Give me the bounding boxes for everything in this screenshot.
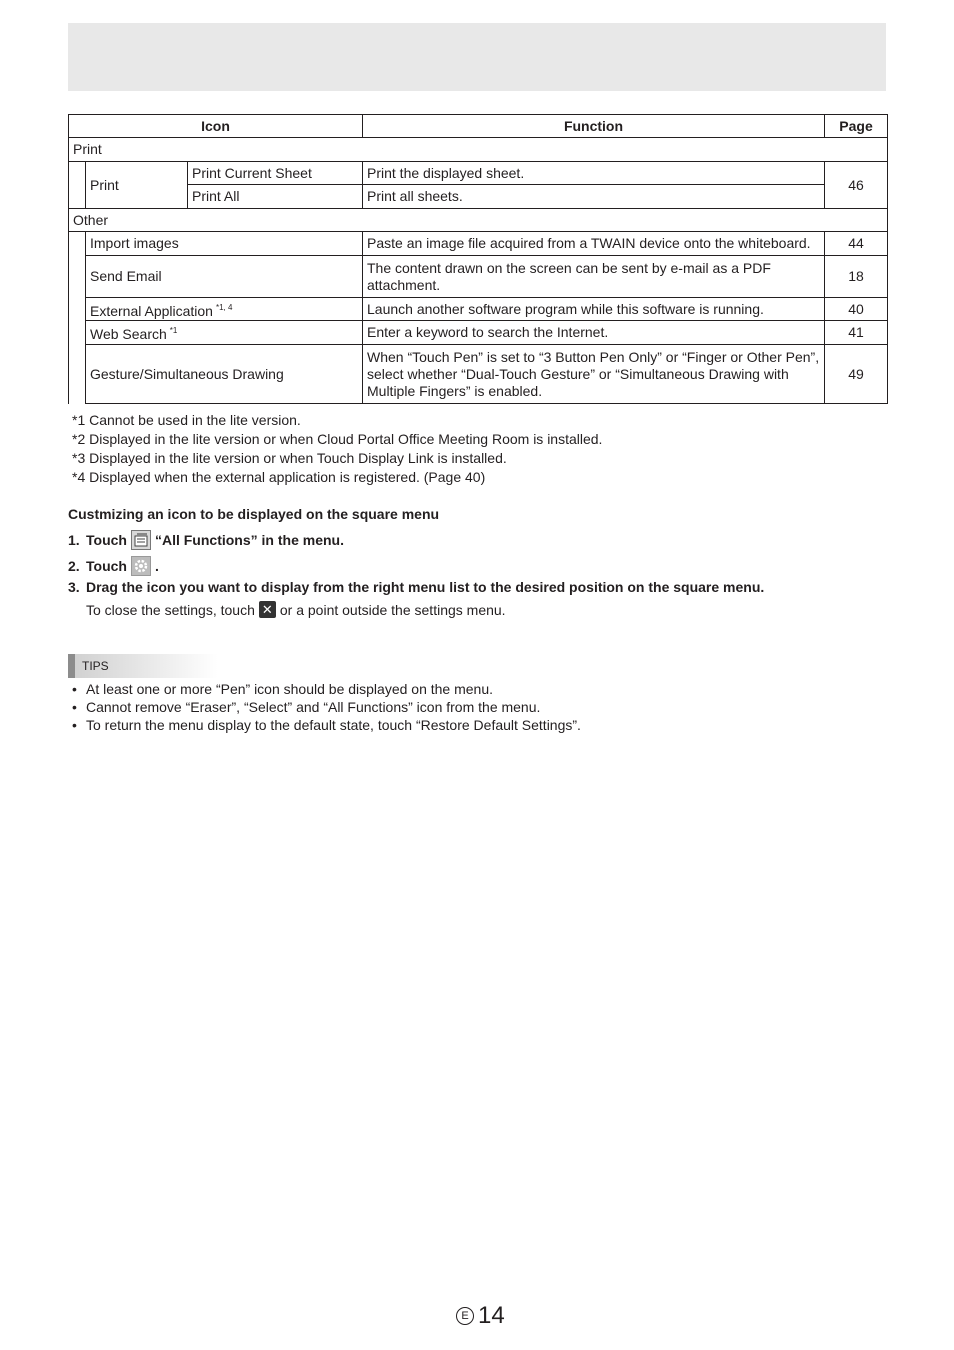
footnote: *1 Cannot be used in the lite version. bbox=[72, 412, 301, 428]
note-text: To close the settings, touch bbox=[86, 601, 255, 618]
function-text: When “Touch Pen” is set to “3 Button Pen Only” or “Finger or Other Pen”, select whether “Dual-Touch Gesture” or “Simultaneous Drawing with Multiple Fingers” is enabled. bbox=[363, 345, 825, 404]
icon-name: External Application $^{*1, 4}$ bbox=[86, 298, 363, 321]
function-text: Enter a keyword to search the Internet. bbox=[363, 321, 825, 345]
section-title: Custmizing an icon to be displayed on the square menu bbox=[68, 506, 440, 522]
section-row-other bbox=[69, 209, 888, 232]
step-text: Touch bbox=[86, 558, 127, 574]
step-note bbox=[86, 601, 506, 618]
section-title-other: Other bbox=[69, 209, 888, 232]
tips-accent bbox=[68, 654, 75, 678]
table-row bbox=[69, 162, 888, 185]
tips-header bbox=[68, 654, 218, 678]
icon-name: Send Email bbox=[86, 256, 363, 298]
tips-label: TIPS bbox=[82, 659, 109, 673]
header-band bbox=[68, 23, 886, 91]
footnote: *2 Displayed in the lite version or when Cloud Portal Office Meeting Room is installed. bbox=[72, 431, 603, 447]
page-ref: 46 bbox=[825, 162, 888, 209]
table-row bbox=[69, 256, 888, 298]
icon-name: Import images bbox=[86, 232, 363, 256]
icon-name: Print All bbox=[188, 185, 363, 209]
step-1 bbox=[68, 530, 344, 550]
icon-name: Web Search $^{*1}$ bbox=[86, 321, 363, 345]
function-text: The content drawn on the screen can be sent by e-mail as a PDF attachment. bbox=[363, 256, 825, 298]
footnote-ref: *1 bbox=[169, 326, 178, 335]
step-number: 3. bbox=[68, 579, 80, 595]
table-row bbox=[69, 345, 888, 404]
settings-gear-icon[interactable] bbox=[131, 556, 151, 576]
icon-name: Print Current Sheet bbox=[188, 162, 363, 185]
function-text: Paste an image file acquired from a TWAIN device onto the whiteboard. bbox=[363, 232, 825, 256]
step-number: 2. bbox=[68, 558, 80, 574]
indent-gutter bbox=[69, 162, 86, 209]
page-number-value: 14 bbox=[478, 1302, 505, 1329]
group-label-print: Print bbox=[86, 162, 188, 209]
close-icon[interactable]: ✕ bbox=[259, 601, 276, 618]
icon-name: Gesture/Simultaneous Drawing bbox=[86, 345, 363, 404]
step-3 bbox=[68, 579, 764, 595]
table-row bbox=[69, 298, 888, 321]
tips-list bbox=[72, 680, 581, 734]
list-item: • At least one or more “Pen” icon should be displayed on the menu. bbox=[72, 680, 581, 698]
page-ref: 49 bbox=[825, 345, 888, 404]
table-header-row bbox=[69, 115, 888, 138]
indent-gutter bbox=[69, 232, 86, 404]
step-2 bbox=[68, 556, 159, 576]
function-text: Launch another software program while this software is running. bbox=[363, 298, 825, 321]
all-functions-icon[interactable] bbox=[131, 530, 151, 550]
function-text: Print the displayed sheet. bbox=[363, 162, 825, 185]
table-row bbox=[69, 232, 888, 256]
page-ref: 44 bbox=[825, 232, 888, 256]
list-item: • Cannot remove “Eraser”, “Select” and “All Functions” icon from the menu. bbox=[72, 698, 581, 716]
language-badge: E bbox=[456, 1307, 474, 1325]
step-text: Touch bbox=[86, 532, 127, 548]
page-number bbox=[456, 1302, 505, 1330]
header-icon: Icon bbox=[69, 115, 363, 138]
header-page: Page bbox=[825, 115, 888, 138]
footnote-ref: *1, 4 bbox=[215, 302, 233, 312]
footnotes bbox=[72, 411, 602, 487]
step-number: 1. bbox=[68, 532, 80, 548]
section-title-print: Print bbox=[69, 138, 888, 162]
note-text: or a point outside the settings menu. bbox=[279, 601, 506, 618]
table-row bbox=[69, 185, 888, 209]
footnote: *4 Displayed when the external application is registered. (Page 40) bbox=[72, 469, 486, 485]
section-row-print bbox=[69, 138, 888, 162]
step-text: “All Functions” in the menu. bbox=[154, 532, 344, 548]
step-text: Drag the icon you want to display from the right menu list to the desired position on the square menu. bbox=[86, 579, 765, 595]
function-text: Print all sheets. bbox=[363, 185, 825, 209]
footnote: *3 Displayed in the lite version or when Touch Display Link is installed. bbox=[72, 450, 507, 466]
function-table bbox=[68, 114, 888, 404]
table-row bbox=[69, 321, 888, 345]
header-function: Function bbox=[363, 115, 825, 138]
list-item: • To return the menu display to the default state, touch “Restore Default Settings”. bbox=[72, 716, 581, 734]
page-ref: 18 bbox=[825, 256, 888, 298]
step-text: . bbox=[154, 558, 159, 574]
page-ref: 41 bbox=[825, 321, 888, 345]
page-ref: 40 bbox=[825, 298, 888, 321]
